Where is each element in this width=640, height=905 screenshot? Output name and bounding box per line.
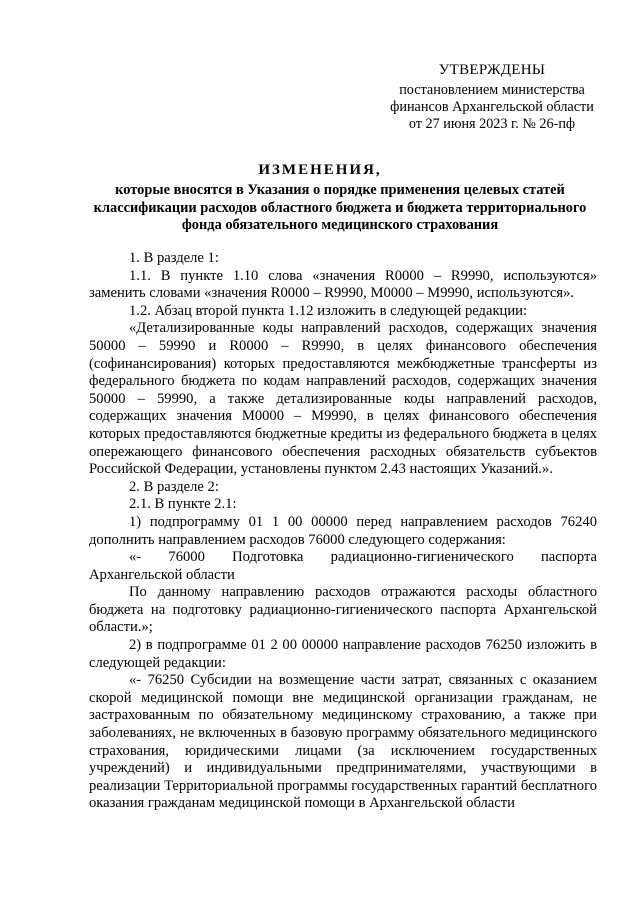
- approval-stamp: [372, 62, 612, 133]
- approval-heading: УТВЕРЖДЕНЫ: [438, 62, 546, 78]
- paragraph: 1. В разделе 1:: [129, 250, 219, 266]
- document-body: [89, 250, 597, 813]
- approval-line: от 27 июня 2023 г. № 26-пф: [408, 116, 576, 132]
- paragraph: «- 76250 Субсидии на возмещение части затрат, связанных с оказанием скорой медицинской помощи вне медицинской организации гражданам, не застрахованным по обязательному медицинскому страхованию, а также при заболеваниях, не включенных в базовую программу обязательного медицинского страхования, юридическими лицами (за исключением государственных учреждений) и индивидуальными предпринимателями, участвующими в реализации Территориальной программы государственных гарантий бесплатного оказания гражданам медицинской помощи в Архангельской области: [89, 672, 597, 812]
- paragraph: «Детализированные коды направлений расходов, содержащих значения 50000 – 59990 и R0000 – R9990, в целях финансового обеспечения (софинансирования) которых предоставляются межбюджетные трансферты из федерального бюджета по кодам направлений расходов, содержащих значения 50000 – 59990, а также детализированные коды направлений расходов, содержащих значения M0000 – M9990, в целях финансового обеспечения которых предоставляются бюджетные кредиты из федерального бюджета в целях опережающего финансового обеспечения расходных обязательств субъектов Российской Федерации, установлены пунктом 2.43 настоящих Указаний.».: [89, 320, 597, 478]
- approval-line: постановлением министерства: [399, 82, 585, 98]
- paragraph: 2.1. В пункте 2.1:: [129, 496, 237, 513]
- document-title: ИЗМЕНЕНИЯ,: [258, 162, 382, 178]
- paragraph: 1.1. В пункте 1.10 слова «значения R0000 – R9990, используются» заменить словами «значения R0000 – R9990, M0000 – M9990, используются».: [89, 267, 597, 302]
- paragraph: 1.2. Абзац второй пункта 1.12 изложить в следующей редакции:: [129, 302, 528, 319]
- paragraph: По данному направлению расходов отражаются расходы областного бюджета на подготовку радиационно-гигиенического паспорта Архангельской области.»;: [89, 584, 597, 636]
- paragraph: «- 76000 Подготовка радиационно-гигиенического паспорта Архангельской области: [89, 549, 597, 583]
- paragraph: 2. В разделе 2:: [129, 478, 219, 495]
- paragraph: 2) в подпрограмме 01 2 00 00000 направление расходов 76250 изложить в следующей редакции:: [89, 637, 597, 671]
- paragraph: 1) подпрограмму 01 1 00 00000 перед направлением расходов 76240 дополнить направлением расходов 76000 следующего содержания:: [89, 513, 597, 548]
- document-subtitle: которые вносятся в Указания о порядке применения целевых статей классификации расходов областного бюджета и бюджета территориального фонда обязательного медицинского страхования: [93, 182, 587, 233]
- approval-line: финансов Архангельской области: [390, 99, 594, 115]
